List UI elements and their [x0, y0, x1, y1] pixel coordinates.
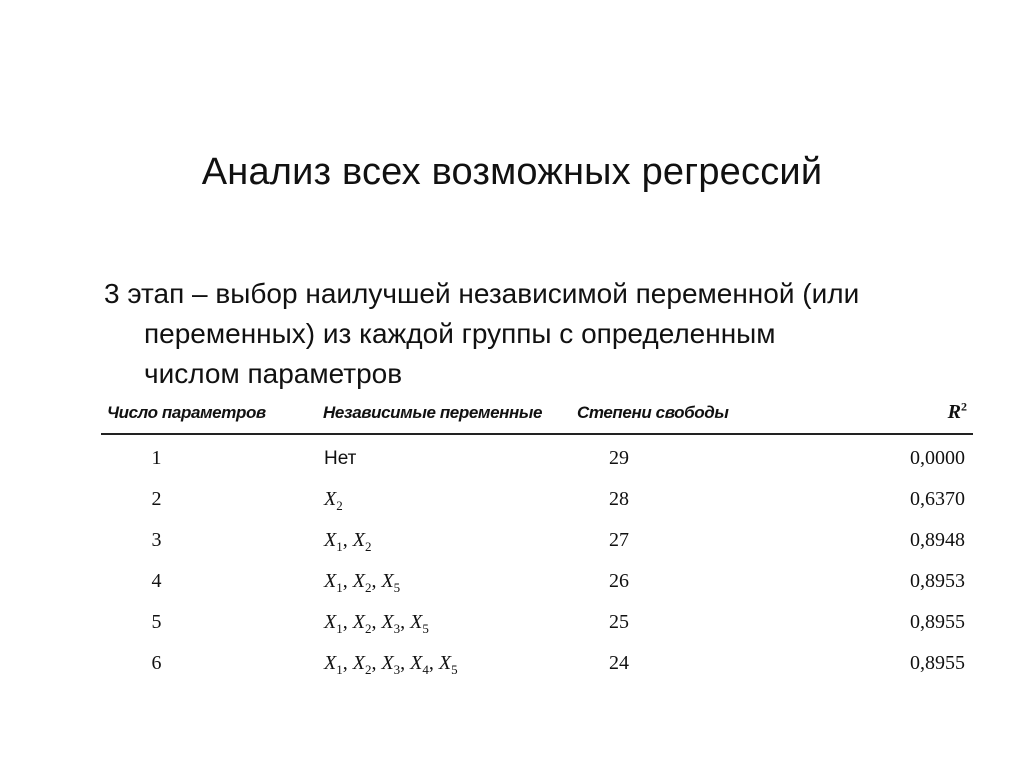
- variable-base: X: [438, 652, 452, 674]
- cell-vars: [323, 479, 577, 520]
- slide-title: Анализ всех возможных регрессий: [201, 151, 823, 194]
- variable: [352, 529, 372, 554]
- variable-subscript: 5: [393, 580, 401, 595]
- cell-df: 26: [609, 570, 629, 592]
- variable-subscript: 2: [336, 498, 343, 513]
- variable-base: X: [352, 570, 365, 592]
- cell-params: 4: [151, 570, 162, 592]
- cell-vars: $X_1$, $X_2$, $X_3$, $X_4$, $X_5$: [324, 652, 458, 677]
- variable: [381, 652, 401, 677]
- variable-base: X: [324, 570, 337, 592]
- regression-table: [101, 396, 973, 684]
- variable-base: X: [381, 570, 394, 592]
- header-r2-exp: 2: [961, 399, 967, 414]
- variable-base: X: [410, 652, 423, 674]
- cell-r2: 0,8948: [910, 529, 965, 551]
- cell-vars: $X_1$, $X_2$, $X_5$: [324, 570, 401, 595]
- cell-r2: 0,6370: [910, 488, 965, 510]
- variable: [438, 652, 458, 677]
- cell-df: 24: [609, 652, 629, 674]
- variable: [352, 611, 372, 636]
- variable-base: X: [324, 529, 337, 551]
- variable-base: X: [324, 652, 337, 674]
- variable: [352, 570, 372, 595]
- cell-params: 6: [151, 652, 162, 674]
- cell-df: 28: [609, 488, 629, 510]
- variable-subscript: 2: [364, 662, 372, 677]
- cell-params: 2: [151, 488, 162, 510]
- variable-subscript: 3: [393, 621, 401, 636]
- table-row: [101, 520, 973, 561]
- variable-subscript: 2: [364, 539, 372, 554]
- cell-df: 29: [609, 447, 629, 469]
- regression-table-grid: [101, 396, 973, 684]
- variable-subscript: 1: [336, 580, 343, 595]
- variable-subscript: 3: [393, 662, 401, 677]
- variable: [410, 652, 429, 677]
- header-vars: Независимые переменные: [323, 396, 577, 434]
- header-df: Степени свободы: [577, 396, 827, 434]
- variable-base: X: [324, 611, 337, 633]
- cell-df: 25: [609, 611, 629, 633]
- bullet-text: [104, 274, 984, 394]
- table-row: [101, 643, 973, 684]
- cell-r2: 0,8955: [910, 611, 965, 633]
- variable: [324, 652, 343, 677]
- bullet-line-2: переменных) из каждой группы с определенным: [144, 318, 776, 349]
- table-row: [101, 434, 973, 479]
- variable: [324, 611, 343, 636]
- variable: [324, 570, 343, 595]
- variable: [324, 529, 343, 554]
- table-row: [101, 561, 973, 602]
- cell-r2: 0,8955: [910, 652, 965, 674]
- table-header-row: [101, 396, 973, 434]
- bullet-line-3: числом параметров: [144, 358, 403, 389]
- variable-base: X: [410, 611, 423, 633]
- variable-base: X: [381, 652, 394, 674]
- cell-df: 27: [609, 529, 629, 551]
- cell-params: 3: [151, 529, 162, 551]
- table-row: [101, 602, 973, 643]
- variable-subscript: 1: [336, 662, 343, 677]
- header-params: Число параметров: [101, 396, 323, 434]
- cell-params: 5: [151, 611, 162, 633]
- variable-subscript: 1: [336, 621, 343, 636]
- bullet-line-1: 3 этап – выбор наилучшей независимой переменной (или: [104, 278, 860, 309]
- variable-subscript: 2: [364, 621, 372, 636]
- variable: [410, 611, 429, 636]
- cell-vars: $X_1$, $X_2$, $X_3$, $X_5$: [324, 611, 429, 636]
- table-body: [101, 434, 973, 684]
- variable: [381, 570, 401, 595]
- variable-base: X: [352, 652, 365, 674]
- variable: [324, 488, 343, 513]
- cell-r2: 0,8953: [910, 570, 965, 592]
- header-r2-base: R: [947, 401, 961, 423]
- variable-subscript: 5: [422, 621, 429, 636]
- variable-subscript: 4: [422, 662, 429, 677]
- cell-vars: Нет: [324, 447, 357, 469]
- variable: [352, 652, 372, 677]
- header-r2: [827, 396, 973, 434]
- variable-base: X: [381, 611, 394, 633]
- variable-base: X: [352, 529, 365, 551]
- variable: [381, 611, 401, 636]
- cell-params: 1: [151, 447, 162, 469]
- cell-vars: $X_1$, $X_2$: [324, 529, 372, 554]
- cell-r2: 0,0000: [910, 447, 965, 469]
- table-row: [101, 479, 973, 520]
- variable-base: X: [352, 611, 365, 633]
- variable-subscript: 1: [336, 539, 343, 554]
- variable-subscript: 2: [364, 580, 372, 595]
- variable-base: X: [324, 488, 337, 510]
- variable-subscript: 5: [451, 662, 458, 677]
